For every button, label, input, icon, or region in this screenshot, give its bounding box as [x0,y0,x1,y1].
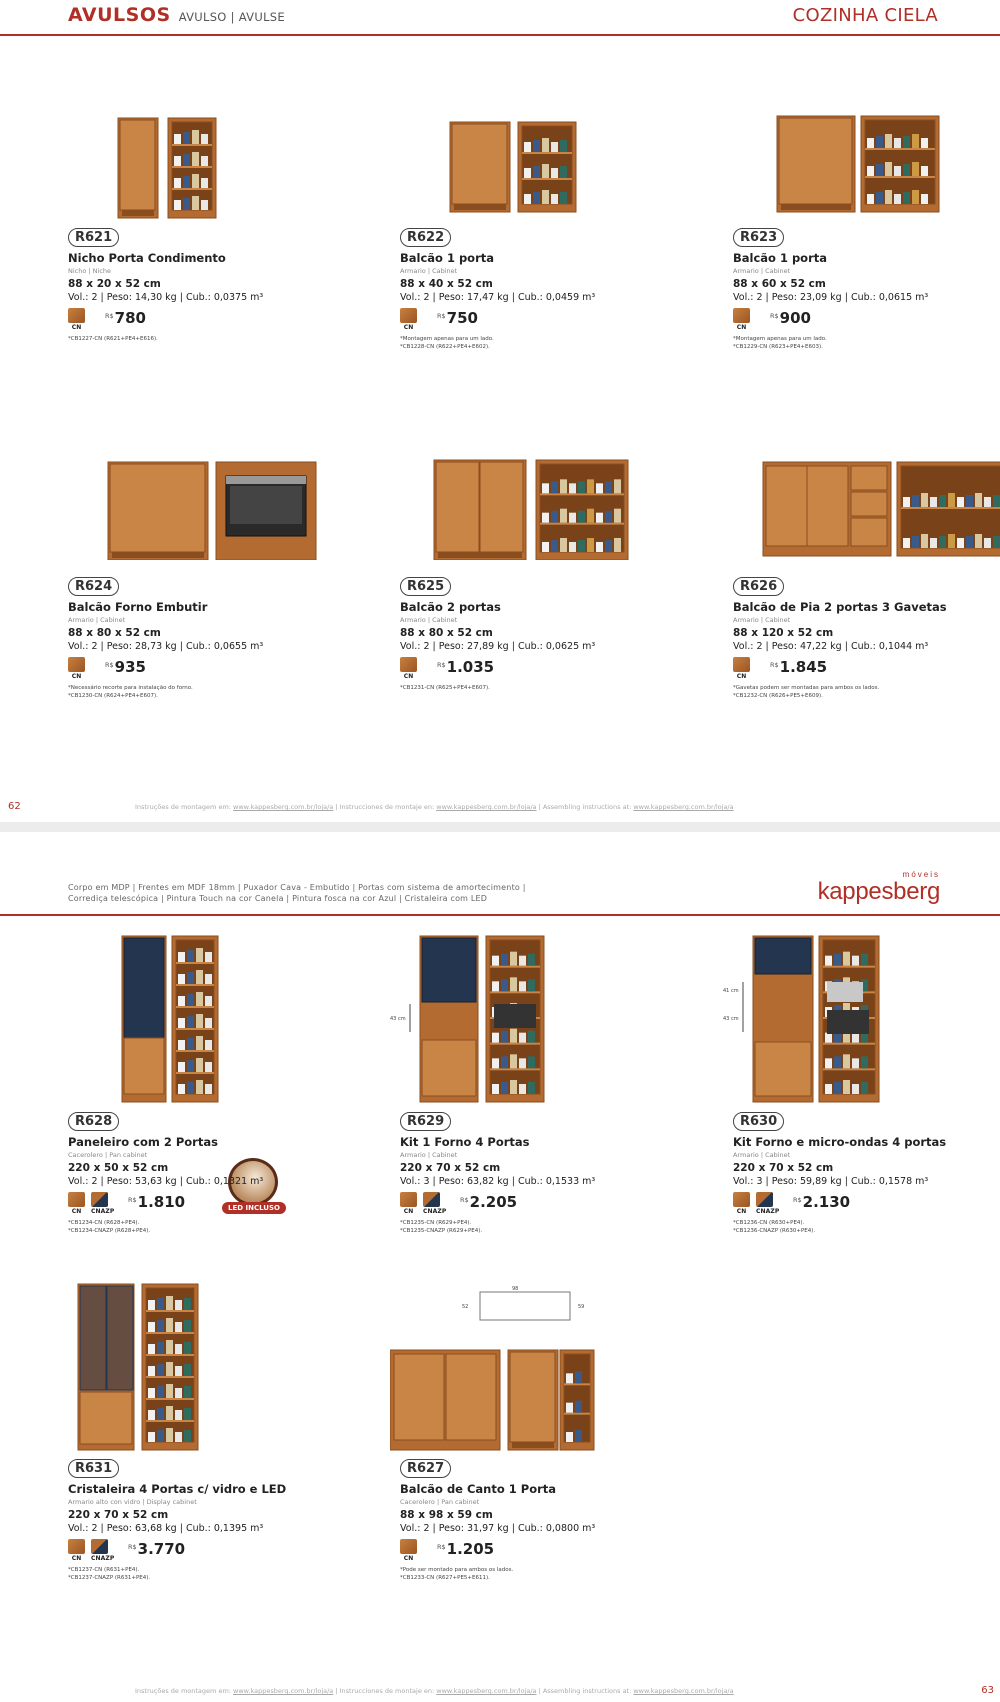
page-number: 62 [8,801,21,812]
product-dimensions: 220 x 50 x 52 cm [68,1162,169,1174]
swatch-label: CN [403,324,414,331]
product-volume-weight: Vol.: 3 | Peso: 63,82 kg | Cub.: 0,1533 m³ [400,1176,596,1187]
product-note: *Gavetas podem ser montadas para ambos os lados. [733,685,880,691]
product-translation: Armario | Cabinet [733,267,791,275]
product-info [733,226,928,351]
product-code: R631 [68,1459,119,1478]
swatch-cn[interactable] [733,1192,750,1215]
product-dimensions: 88 x 98 x 59 cm [400,1509,493,1521]
product-code: R621 [68,228,119,247]
product-card-r624[interactable] [68,440,378,725]
product-translation: Cacerolero | Pan cabinet [68,1151,148,1159]
swatch-label: CN [403,1555,414,1562]
swatch-cnazp[interactable] [91,1192,115,1215]
svg-text:43 cm: 43 cm [390,1016,406,1022]
product-note: *CB1230-CN (R624+PE4+E607). [68,692,158,699]
product-name: Kit 1 Forno 4 Portas [400,1135,530,1149]
product-note: *CB1227-CN (R621+PE4+E616). [68,336,158,342]
brand-tagline: móveis [902,870,940,879]
product-price [105,309,146,327]
product-volume-weight: Vol.: 2 | Peso: 63,68 kg | Cub.: 0,1395 m³ [68,1523,264,1534]
swatch-chip [68,1192,85,1207]
swatch-label: CN [71,1555,82,1562]
product-note: *CB1229-CN (R623+PE4+E603). [733,343,823,350]
product-code: R626 [733,577,784,596]
swatch-cn[interactable] [733,657,750,680]
product-note: *CB1236-CN (R630+PE4). [733,1220,805,1226]
currency-symbol: R$ [105,312,114,320]
product-card-r629[interactable] [390,932,710,1260]
footer-assembly-links [135,1687,734,1695]
currency-symbol: R$ [770,661,779,669]
product-notes [400,1220,595,1235]
product-card-r628[interactable] [68,932,378,1260]
one-door-wide-cabinet-image[interactable] [723,100,1000,220]
swatch-chip [423,1192,440,1207]
spec-line: Corpo em MDP | Frentes em MDF 18mm | Puxador Cava - Embutido | Portas com sistema de amortecimento | [68,883,526,892]
product-translation: Armario | Cabinet [400,616,458,624]
product-translation: Armario | Cabinet [68,616,126,624]
footer-text-pt: Instruções de montagem em: [135,803,234,811]
price-row [68,657,263,683]
price-row [400,657,595,683]
footer-text-en: | Assembling instructions at: [536,803,634,811]
product-price [793,1193,850,1211]
product-note: *CB1237-CNAZP (R631+PE4). [68,1574,151,1581]
product-notes [68,1220,263,1235]
footer-link-es[interactable]: www.kappesberg.com.br/loja/a [436,1687,537,1695]
product-note: *CB1236-CNAZP (R630+PE4). [733,1227,816,1234]
swatch-label: CN [736,673,747,680]
product-dimensions: 88 x 80 x 52 cm [68,627,161,639]
svg-text:43 cm: 43 cm [723,1016,739,1022]
swatch-label: CNAZP [756,1208,780,1215]
product-volume-weight: Vol.: 2 | Peso: 47,22 kg | Cub.: 0,1044 m³ [733,641,929,652]
product-code: R623 [733,228,784,247]
section-subtitle: AVULSO | AVULSE [178,10,285,24]
product-note: *Montagem apenas para um lado. [733,336,827,342]
product-card-r622[interactable] [400,100,710,376]
swatch-cn[interactable] [400,657,417,680]
swatch-cnazp[interactable] [91,1539,115,1562]
product-translation: Armario | Cabinet [733,616,791,624]
product-dimensions: 220 x 70 x 52 cm [733,1162,834,1174]
swatch-chip [400,657,417,672]
swatch-label: CNAZP [91,1555,115,1562]
product-info [400,1457,595,1582]
product-notes [733,1220,946,1235]
product-note: *CB1233-CN (R627+PE5+E611). [400,1574,490,1581]
product-dimensions: 220 x 70 x 52 cm [68,1509,169,1521]
svg-text:59: 59 [578,1304,585,1310]
product-code: R630 [733,1112,784,1131]
currency-symbol: R$ [793,1196,802,1204]
product-notes [400,336,595,351]
price-value: 780 [114,309,146,327]
footer-link-es[interactable]: www.kappesberg.com.br/loja/a [436,803,537,811]
product-price [105,658,146,676]
product-notes [733,685,947,700]
price-row [68,1539,286,1565]
product-name: Nicho Porta Condimento [68,251,226,265]
oven-cabinet-image[interactable] [58,440,358,560]
product-translation: Armario alto con vidro | Display cabinet [68,1498,197,1506]
product-name: Balcão 2 portas [400,600,501,614]
page-number: 63 [981,1685,994,1696]
product-volume-weight: Vol.: 2 | Peso: 53,63 kg | Cub.: 0,1321 m³ [68,1176,264,1187]
swatch-label: CN [403,1208,414,1215]
swatch-cn[interactable] [400,1192,417,1215]
product-volume-weight: Vol.: 2 | Peso: 14,30 kg | Cub.: 0,0375 m³ [68,292,264,303]
swatch-label: CN [71,1208,82,1215]
price-value: 1.035 [446,658,495,676]
brand-logo [817,870,940,906]
product-info [733,575,947,700]
footer-link-en[interactable]: www.kappesberg.com.br/loja/a [633,1687,734,1695]
footer-link-pt[interactable]: www.kappesberg.com.br/loja/a [233,803,334,811]
product-name: Balcão de Pia 2 portas 3 Gavetas [733,600,947,614]
spec-line: Corrediça telescópica | Pintura Touch na cor Canela | Pintura fosca na cor Azul | Cristaleira com LED [68,894,488,903]
product-dimensions: 88 x 80 x 52 cm [400,627,493,639]
product-dimensions: 88 x 60 x 52 cm [733,278,826,290]
footer-link-pt[interactable]: www.kappesberg.com.br/loja/a [233,1687,334,1695]
product-note: *CB1234-CN (R628+PE4). [68,1220,140,1226]
product-dimensions: 220 x 70 x 52 cm [400,1162,501,1174]
product-price [460,1193,517,1211]
price-value: 935 [114,658,146,676]
swatch-label: CN [736,324,747,331]
currency-symbol: R$ [770,312,779,320]
footer-text-es: | Instrucciones de montaje en: [333,1687,437,1695]
tall-pan-cabinet-image[interactable] [58,932,358,1107]
product-notes [400,685,595,693]
product-info [400,226,595,351]
product-translation: Armario | Cabinet [733,1151,791,1159]
product-card-r621[interactable] [68,100,378,376]
product-note: *CB1231-CN (R625+PE4+E607). [400,685,490,691]
product-volume-weight: Vol.: 3 | Peso: 59,89 kg | Cub.: 0,1578 m³ [733,1176,929,1187]
currency-symbol: R$ [437,312,446,320]
swatch-label: CNAZP [423,1208,447,1215]
svg-text:98: 98 [512,1286,519,1292]
swatch-chip [91,1192,108,1207]
price-value: 1.845 [779,658,828,676]
currency-symbol: R$ [437,1543,446,1551]
price-value: 2.130 [802,1193,851,1211]
product-translation: Cacerolero | Pan cabinet [400,1498,480,1506]
led-included-label: LED INCLUSO [222,1202,286,1214]
product-name: Kit Forno e micro-ondas 4 portas [733,1135,947,1149]
swatch-label: CN [71,673,82,680]
product-info [400,575,595,693]
product-code: R628 [68,1112,119,1131]
product-volume-weight: Vol.: 2 | Peso: 27,89 kg | Cub.: 0,0625 m³ [400,641,596,652]
price-row [68,308,263,334]
swatch-chip [733,657,750,672]
product-notes [68,685,263,700]
price-value: 750 [446,309,478,327]
price-row [733,657,947,683]
brand-name: kappesberg [817,878,940,905]
swatch-cn[interactable] [68,1192,85,1215]
price-row [400,1192,595,1218]
product-volume-weight: Vol.: 2 | Peso: 31,97 kg | Cub.: 0,0800 m³ [400,1523,596,1534]
swatch-chip [68,1539,85,1554]
product-note: *CB1228-CN (R622+PE4+E602). [400,343,490,350]
spec-text [68,882,628,904]
product-note: *Montagem apenas para um lado. [400,336,494,342]
swatch-cn[interactable] [400,1539,417,1562]
swatch-label: CN [403,673,414,680]
product-name: Balcão 1 porta [733,251,828,265]
product-note: *CB1235-CN (R629+PE4). [400,1220,472,1226]
product-price [437,658,494,676]
product-code: R629 [400,1112,451,1131]
product-name: Balcão 1 porta [400,251,495,265]
swatch-chip [756,1192,773,1207]
price-value: 1.205 [446,1540,495,1558]
price-row [400,308,595,334]
page-header [68,4,285,26]
header-divider [0,34,1000,36]
collection-title: COZINHA CIELA [792,5,938,26]
swatch-chip [91,1539,108,1554]
product-volume-weight: Vol.: 2 | Peso: 23,09 kg | Cub.: 0,0615 m³ [733,292,929,303]
swatch-chip [733,308,750,323]
product-notes [68,336,263,344]
product-info [68,1457,286,1582]
product-code: R627 [400,1459,451,1478]
price-value: 900 [779,309,811,327]
swatch-cnazp[interactable] [756,1192,780,1215]
swatch-cn[interactable] [68,657,85,680]
footer-link-en[interactable]: www.kappesberg.com.br/loja/a [633,803,734,811]
currency-symbol: R$ [105,661,114,669]
product-info [733,1110,946,1235]
product-volume-weight: Vol.: 2 | Peso: 17,47 kg | Cub.: 0,0459 m³ [400,292,596,303]
product-price [770,309,811,327]
swatch-cn[interactable] [733,308,750,331]
swatch-chip [68,657,85,672]
swatch-cn[interactable] [68,308,85,331]
swatch-chip [400,1192,417,1207]
product-code: R625 [400,577,451,596]
product-notes [68,1567,286,1582]
product-code: R624 [68,577,119,596]
product-card-r626[interactable] [733,440,1000,725]
product-info [68,575,263,700]
oven-microwave-kit-image[interactable] [723,932,1000,1107]
svg-text:41 cm: 41 cm [723,988,739,994]
footer-text-pt: Instruções de montagem em: [135,1687,234,1695]
swatch-label: CN [71,324,82,331]
product-card-r623[interactable] [733,100,1000,376]
currency-symbol: R$ [437,661,446,669]
product-name: Cristaleira 4 Portas c/ vidro e LED [68,1482,287,1496]
product-notes [733,336,928,351]
product-code: R622 [400,228,451,247]
product-dimensions: 88 x 40 x 52 cm [400,278,493,290]
product-note: *CB1232-CN (R626+PE5+E609). [733,692,823,699]
spice-rack-cabinet-image[interactable] [58,100,358,220]
product-price [437,1540,494,1558]
swatch-chip [400,308,417,323]
product-dimensions: 88 x 20 x 52 cm [68,278,161,290]
product-price [437,309,478,327]
footer-assembly-links [135,803,734,811]
section-title: AVULSOS [68,4,171,26]
currency-symbol: R$ [460,1196,469,1204]
product-card-r630[interactable] [723,932,1000,1260]
product-card-r627[interactable] [400,1280,710,1607]
product-price [128,1540,185,1558]
product-name: Balcão Forno Embutir [68,600,208,614]
swatch-chip [68,308,85,323]
product-note: *CB1235-CNAZP (R629+PE4). [400,1227,483,1234]
product-card-r631[interactable] [68,1280,378,1607]
price-value: 3.770 [137,1540,186,1558]
swatch-cn[interactable] [400,308,417,331]
footer-text-es: | Instrucciones de montaje en: [333,803,437,811]
price-value: 1.810 [137,1193,186,1211]
swatch-label: CNAZP [91,1208,115,1215]
corner-cabinet-image[interactable] [390,1280,690,1455]
price-row [68,1192,263,1218]
product-info [68,1110,263,1235]
product-info [68,226,263,344]
two-door-cabinet-image[interactable] [390,440,690,560]
product-price [770,658,827,676]
product-notes [400,1567,595,1582]
product-price [128,1193,185,1211]
product-note: *Necessário recorte para instalação do forno. [68,685,193,691]
product-name: Paneleiro com 2 Portas [68,1135,218,1149]
product-dimensions: 88 x 120 x 52 cm [733,627,834,639]
sink-cabinet-image[interactable] [723,440,1000,560]
product-note: *CB1237-CN (R631+PE4). [68,1567,140,1573]
product-card-r625[interactable] [400,440,710,725]
price-row [733,308,928,334]
swatch-label: CN [736,1208,747,1215]
product-name: Balcão de Canto 1 Porta [400,1482,557,1496]
header-divider [0,914,1000,916]
currency-symbol: R$ [128,1196,137,1204]
swatch-chip [400,1539,417,1554]
glass-display-cabinet-image[interactable] [58,1280,358,1455]
product-note: *CB1234-CNAZP (R628+PE4). [68,1227,151,1234]
product-translation: Armario | Cabinet [400,267,458,275]
swatch-chip [733,1192,750,1207]
price-row [733,1192,946,1218]
price-row [400,1539,595,1565]
price-value: 2.205 [469,1193,518,1211]
currency-symbol: R$ [128,1543,137,1551]
swatch-cn[interactable] [68,1539,85,1562]
footer-text-en: | Assembling instructions at: [536,1687,634,1695]
product-translation: Nicho | Niche [68,267,112,275]
swatch-cnazp[interactable] [423,1192,447,1215]
svg-text:52: 52 [462,1304,469,1310]
product-info [400,1110,595,1235]
oven-kit-image[interactable] [390,932,690,1107]
product-volume-weight: Vol.: 2 | Peso: 28,73 kg | Cub.: 0,0655 m³ [68,641,264,652]
product-translation: Armario | Cabinet [400,1151,458,1159]
one-door-cabinet-image[interactable] [390,100,690,220]
product-note: *Pode ser montado para ambos os lados. [400,1567,514,1573]
